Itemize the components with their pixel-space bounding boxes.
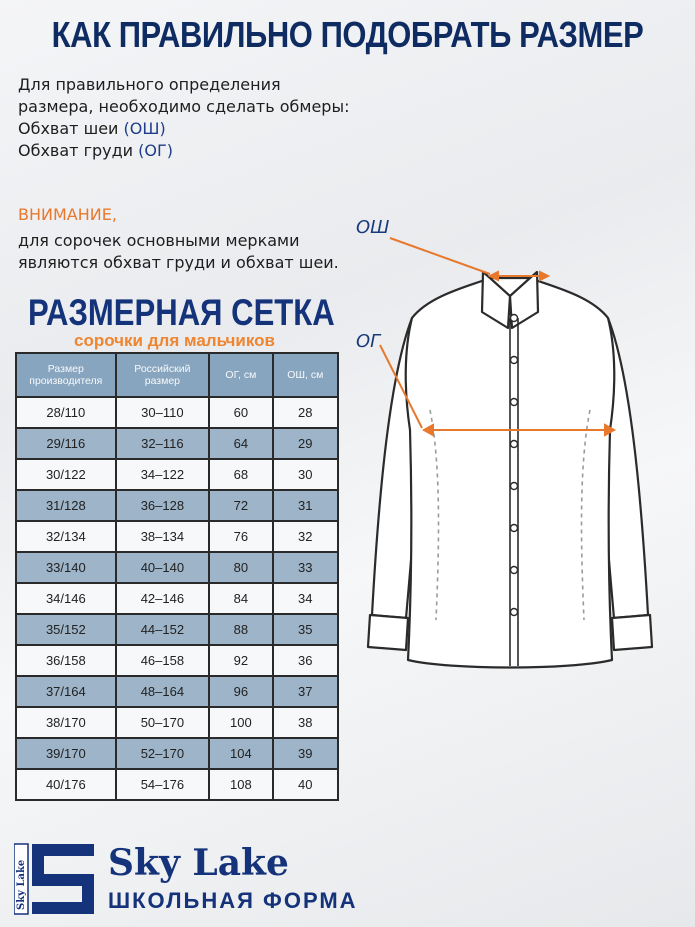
size-grid-title: РАЗМЕРНАЯ СЕТКА [28, 292, 335, 333]
russian-size-cell: 54–176 [116, 769, 210, 800]
table-row [16, 521, 338, 552]
chest-cell: 92 [209, 645, 272, 676]
neck-measure-label: Обхват шеи [18, 119, 124, 138]
neck-cell: 39 [273, 738, 338, 769]
chest-cell: 80 [209, 552, 272, 583]
table-row [16, 645, 338, 676]
logo-vertical-text: Sky Lake [16, 859, 27, 910]
table-row [16, 459, 338, 490]
neck-cell: 40 [273, 769, 338, 800]
russian-size-cell: 34–122 [116, 459, 210, 490]
chest-cell: 108 [209, 769, 272, 800]
page-title: КАК ПРАВИЛЬНО ПОДОБРАТЬ РАЗМЕР [51, 14, 644, 55]
table-row [16, 738, 338, 769]
chest-measure-line [18, 140, 349, 162]
neck-cell: 34 [273, 583, 338, 614]
neck-measure-abbr: (ОШ) [123, 119, 166, 138]
header-neck: ОШ, см [273, 353, 338, 397]
russian-size-cell: 42–146 [116, 583, 210, 614]
manufacturer-size-cell: 36/158 [16, 645, 116, 676]
size-table-header [16, 353, 338, 397]
brand-name: Sky Lake [108, 842, 289, 884]
russian-size-cell: 52–170 [116, 738, 210, 769]
russian-size-cell: 48–164 [116, 676, 210, 707]
table-row [16, 552, 338, 583]
header-manufacturer-size: Размер производителя [16, 353, 116, 397]
neck-cell: 36 [273, 645, 338, 676]
manufacturer-size-cell: 38/170 [16, 707, 116, 738]
chest-cell: 96 [209, 676, 272, 707]
chest-cell: 72 [209, 490, 272, 521]
neck-cell: 32 [273, 521, 338, 552]
russian-size-cell: 46–158 [116, 645, 210, 676]
manufacturer-size-cell: 33/140 [16, 552, 116, 583]
neck-cell: 33 [273, 552, 338, 583]
right-cuff [612, 615, 652, 650]
warning-heading: ВНИМАНИЕ, [18, 205, 117, 224]
brand-subtitle: ШКОЛЬНАЯ ФОРМА [108, 888, 358, 913]
russian-size-cell: 40–140 [116, 552, 210, 583]
table-row [16, 428, 338, 459]
warning-text: для сорочек основными мерками являются обхват груди и обхват шеи. [18, 231, 339, 272]
neck-label: ОШ [356, 217, 390, 238]
russian-size-cell: 50–170 [116, 707, 210, 738]
chest-cell: 100 [209, 707, 272, 738]
chest-label: ОГ [356, 331, 381, 352]
neck-measure-line [18, 118, 349, 140]
table-row [16, 707, 338, 738]
size-grid-subtitle: сорочки для мальчиков [74, 331, 275, 350]
neck-cell: 28 [273, 397, 338, 428]
chest-cell: 88 [209, 614, 272, 645]
header-chest: ОГ, см [209, 353, 272, 397]
neck-cell: 30 [273, 459, 338, 490]
size-table [15, 352, 339, 801]
chest-cell: 104 [209, 738, 272, 769]
neck-cell: 37 [273, 676, 338, 707]
table-row [16, 583, 338, 614]
intro-line-2: размера, необходимо сделать обмеры: [18, 97, 350, 116]
manufacturer-size-cell: 31/128 [16, 490, 116, 521]
chest-cell: 60 [209, 397, 272, 428]
chest-cell: 84 [209, 583, 272, 614]
manufacturer-size-cell: 29/116 [16, 428, 116, 459]
manufacturer-size-cell: 32/134 [16, 521, 116, 552]
table-row [16, 769, 338, 800]
table-row [16, 676, 338, 707]
chest-measure-label: Обхват груди [18, 141, 139, 160]
russian-size-cell: 32–116 [116, 428, 210, 459]
neck-pointer [390, 238, 490, 274]
manufacturer-size-cell: 40/176 [16, 769, 116, 800]
russian-size-cell: 44–152 [116, 614, 210, 645]
chest-cell: 68 [209, 459, 272, 490]
table-row [16, 397, 338, 428]
chest-measure-abbr: (ОГ) [138, 141, 173, 160]
table-row [16, 614, 338, 645]
chest-cell: 64 [209, 428, 272, 459]
table-row [16, 490, 338, 521]
manufacturer-size-cell: 28/110 [16, 397, 116, 428]
russian-size-cell: 36–128 [116, 490, 210, 521]
sky-lake-logo [14, 838, 96, 918]
manufacturer-size-cell: 35/152 [16, 614, 116, 645]
neck-cell: 35 [273, 614, 338, 645]
manufacturer-size-cell: 34/146 [16, 583, 116, 614]
neck-cell: 31 [273, 490, 338, 521]
russian-size-cell: 30–110 [116, 397, 210, 428]
chest-cell: 76 [209, 521, 272, 552]
shirt-diagram [340, 200, 680, 690]
header-russian-size: Российский размер [116, 353, 210, 397]
manufacturer-size-cell: 30/122 [16, 459, 116, 490]
manufacturer-size-cell: 39/170 [16, 738, 116, 769]
left-cuff [368, 615, 408, 650]
neck-cell: 38 [273, 707, 338, 738]
russian-size-cell: 38–134 [116, 521, 210, 552]
neck-cell: 29 [273, 428, 338, 459]
intro-text [18, 74, 349, 162]
intro-line-1: Для правильного определения [18, 75, 281, 94]
manufacturer-size-cell: 37/164 [16, 676, 116, 707]
